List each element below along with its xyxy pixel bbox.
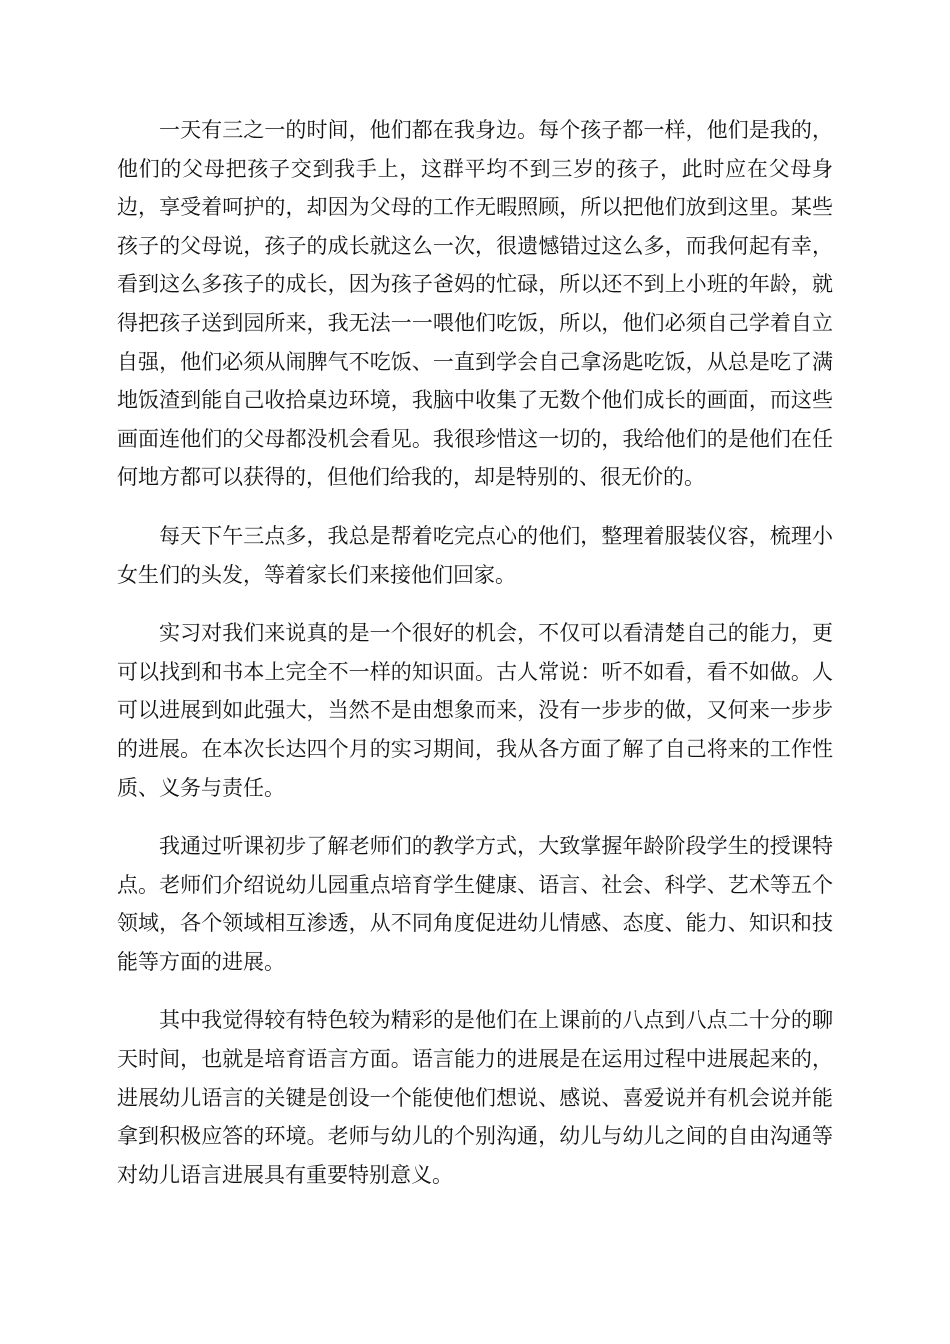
paragraph: 我通过听课初步了解老师们的教学方式，大致掌握年龄阶段学生的授课特点。老师们介绍说幼儿园重点培育学生健康、语言、社会、科学、艺术等五个领域，各个领域相互渗透，从不同角度促进幼儿情感、态度、能力、知识和技能等方面的进展。 bbox=[117, 834, 833, 974]
paragraph: 其中我觉得较有特色较为精彩的是他们在上课前的八点到八点二十分的聊天时间，也就是培育语言方面。语言能力的进展是在运用过程中进展起来的，进展幼儿语言的关键是创设一个能使他们想说、感说、喜爱说并有机会说并能拿到积极应答的环境。老师与幼儿的个别沟通，幼儿与幼儿之间的自由沟通等对幼儿语言进展具有重要特别意义。 bbox=[117, 1008, 833, 1187]
document-body bbox=[117, 111, 833, 1214]
paragraph: 一天有三之一的时间，他们都在我身边。每个孩子都一样，他们是我的，他们的父母把孩子交到我手上，这群平均不到三岁的孩子，此时应在父母身边，享受着呵护的，却因为父母的工作无暇照顾，所以把他们放到这里。某些孩子的父母说，孩子的成长就这么一次，很遗憾错过这么多，而我何起有幸，看到这么多孩子的成长，因为孩子爸妈的忙碌，所以还不到上小班的年龄，就得把孩子送到园所来，我无法一一喂他们吃饭，所以，他们必须自己学着自立自强，他们必须从闹脾气不吃饭、一直到学会自己拿汤匙吃饭，从总是吃了满地饭渣到能自己收拾桌边环境，我脑中收集了无数个他们成长的画面，而这些画面连他们的父母都没机会看见。我很珍惜这一切的，我给他们的是他们在任何地方都可以获得的，但他们给我的，却是特别的、很无价的。 bbox=[117, 118, 833, 490]
paragraph: 每天下午三点多，我总是帮着吃完点心的他们，整理着服装仪容，梳理小女生们的头发，等着家长们来接他们回家。 bbox=[117, 523, 833, 587]
paragraph: 实习对我们来说真的是一个很好的机会，不仅可以看清楚自己的能力，更可以找到和书本上完全不一样的知识面。古人常说：听不如看，看不如做。人可以进展到如此强大，当然不是由想象而来，没有一步步的做，又何来一步步的进展。在本次长达四个月的实习期间，我从各方面了解了自己将来的工作性质、义务与责任。 bbox=[117, 621, 833, 800]
